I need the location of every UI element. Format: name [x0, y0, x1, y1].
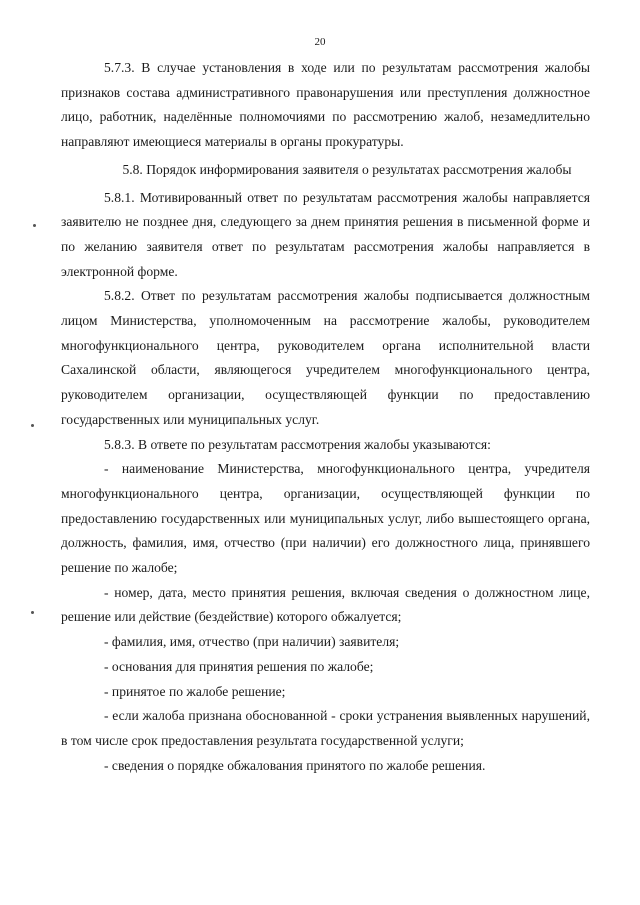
scan-artifact [31, 611, 34, 614]
list-item: - сведения о порядке обжалования принятого по жалобе решения. [104, 757, 486, 773]
scan-artifact [31, 424, 34, 427]
section-heading-5-8: 5.8. Порядок информирования заявителя о результатах рассмотрения жалобы [122, 161, 572, 177]
list-item: - основания для принятия решения по жалобе; [104, 658, 374, 674]
paragraph-5-8-3: 5.8.3. В ответе по результатам рассмотрения жалобы указываются: [104, 436, 491, 452]
list-item: - если жалоба признана обоснованной - сроки устранения выявленных нарушений, в том числе срок предоставления результата государственной услуги; [61, 708, 590, 748]
paragraph-5-7-3: 5.7.3. В случае установления в ходе или по результатам рассмотрения жалобы признаков состава административного правонарушения или преступления должностное лицо, работник, наделённые полномочиями по рассмотрению жалоб, незамедлительно направляют имеющиеся материалы в органы прокуратуры. [61, 60, 590, 150]
paragraph-5-8-2: 5.8.2. Ответ по результатам рассмотрения жалобы подписывается должностным лицом Министерства, уполномоченным на рассмотрение жалобы, руководителем многофункционального центра, руководителем органа исполнительной власти Сахалинской области, являющегося учредителем многофункционального центра, руководителем организации, осуществляющей функции по предоставлению государственных или муниципальных услуг. [61, 288, 590, 427]
list-item: - номер, дата, место принятия решения, включая сведения о должностном лице, решение или действие (бездействие) которого обжалуется; [61, 584, 590, 625]
list-item: - фамилия, имя, отчество (при наличии) заявителя; [104, 634, 400, 650]
paragraph-5-8-1: 5.8.1. Мотивированный ответ по результатам рассмотрения жалобы направляется заявителю не позднее дня, следующего за днем принятия решения в письменной форме и по желанию заявителя ответ по результатам рассмотрения жалобы направляется в электронной форме. [61, 189, 590, 279]
list-item: - наименование Министерства, многофункционального центра, учредителя многофункционального центра, организации, осуществляющей функции по предоставлению государственных или муниципальных услуг, либо вышестоящего органа, должность, фамилия, имя, отчество (при наличии) его должностного лица, принявшего решение по жалобе; [61, 461, 590, 576]
page-number: 20 [314, 36, 326, 48]
list-item: - принятое по жалобе решение; [104, 683, 286, 699]
scan-artifact [33, 224, 36, 227]
document-body [61, 56, 590, 778]
